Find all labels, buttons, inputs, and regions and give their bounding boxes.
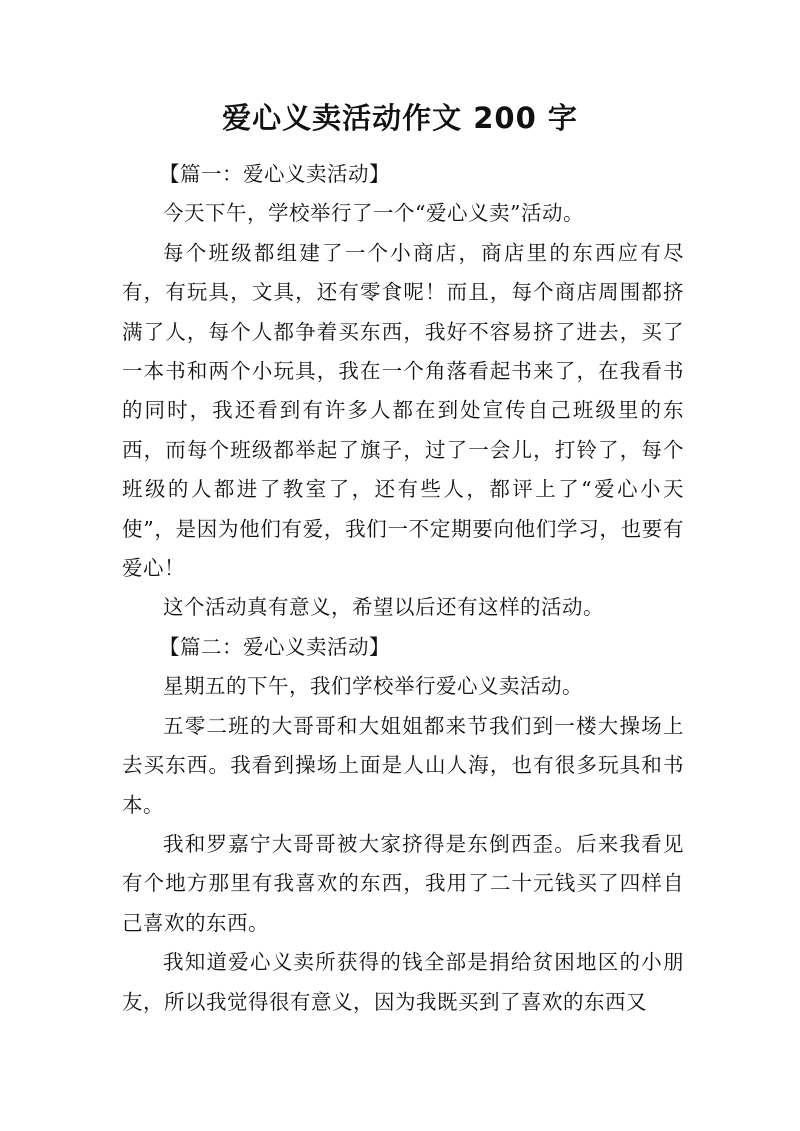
paragraph: 每个班级都组建了一个小商店，商店里的东西应有尽有，有玩具，文具，还有零食呢！而且，每个商店周围都挤满了人，每个人都争着买东西，我好不容易挤了进去，买了一本书和两个小玩具，我在一个角落看起书来了，在我看书的同时，我还看到有许多人都在到处宣传自己班级里的东西，而每个班级都举起了旗子，过了一会儿，打铃了，每个班级的人都进了教室了，还有些人，都评上了“爱心小天使”，是因为他们有爱，我们一不定期要向他们学习，也要有爱心！: [122, 240, 684, 581]
section-heading-1: 【篇一：爱心义卖活动】: [159, 162, 390, 186]
paragraph: 我和罗嘉宁大哥哥被大家挤得是东倒西歪。后来我看见有个地方那里有我喜欢的东西，我用了二十元钱买了四样自己喜欢的东西。: [122, 831, 684, 935]
paragraph: 星期五的下午，我们学校举行爱心义卖活动。: [163, 674, 583, 699]
paragraph: 今天下午，学校举行了一个“爱心义卖”活动。: [163, 201, 584, 226]
paragraph: 我知道爱心义卖所获得的钱全部是捐给贫困地区的小朋友，所以我觉得很有意义，因为我既买到了喜欢的东西又: [122, 950, 684, 1014]
paragraph: 这个活动真有意义，希望以后还有这样的活动。: [163, 595, 604, 620]
paragraph: 五零二班的大哥哥和大姐姐都来节我们到一楼大操场上去买东西。我看到操场上面是人山人海，也有很多玩具和书本。: [122, 713, 684, 817]
document-body: [122, 155, 684, 1022]
document-title: 爱心义卖活动作文 200 字: [222, 101, 578, 135]
section-heading-2: 【篇二：爱心义卖活动】: [159, 634, 390, 659]
